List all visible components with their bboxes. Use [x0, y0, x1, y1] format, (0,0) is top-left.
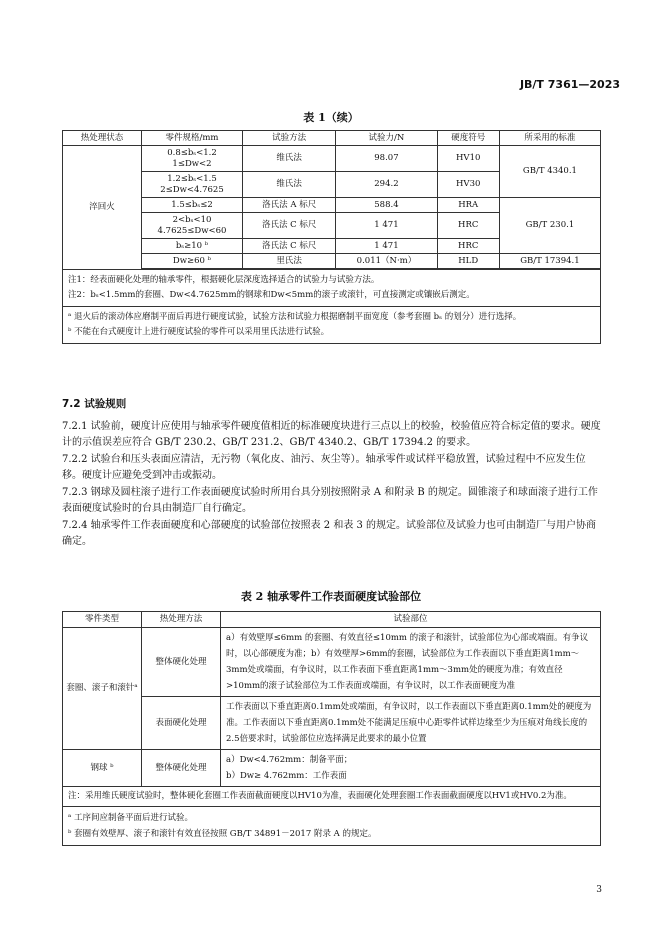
t2-method: 表面硬化处理 — [142, 697, 221, 750]
table1-caption: 表 1（续） — [303, 111, 359, 124]
t1-symbol: HV10 — [437, 146, 499, 172]
t1-spec: bₛ≥10 ᵇ — [142, 239, 243, 254]
t2-footnotes — [63, 807, 601, 846]
t1-symbol: HRA — [437, 198, 499, 213]
t1-state: 淬回火 — [63, 146, 142, 270]
t1-footnotes — [63, 307, 601, 344]
t1-symbol: HRC — [437, 213, 499, 239]
t1-symbol: HRC — [437, 239, 499, 254]
t2-location: a）有效壁厚≤6mm 的套圈、有效直径≤10mm 的滚子和滚针，试验部位为心部或端面。有争议时，以心部硬度为准；b）有效壁厚>6mm的套圈，试验部位为工作表面以下垂直距离1mm～3mm处或端面，有争议时，以工作表面下垂直距离1mm～3mm处的硬度为准；有效直径>10mm的滚子试验部位为工作表面或端面，有争议时，以工作表面硬度为准 — [221, 628, 601, 697]
t1-method: 洛氏法 C 标尺 — [243, 239, 336, 254]
t1-spec: 2<bₛ<10 4.7625≤Dw<60 — [142, 213, 243, 239]
table1 — [62, 130, 601, 344]
table2-caption: 表 2 轴承零件工作表面硬度试验部位 — [240, 590, 422, 603]
t1-spec: 1.2≤bₛ<1.5 2≤Dw<4.7625 — [142, 172, 243, 198]
t2-note: 注：采用维氏硬度试验时，整体硬化套圈工作表面截面硬度以HV10为准，表面硬化处理套圈工作表面截面硬度以HV1或HV0.2为准。 — [63, 787, 601, 807]
page-number: 3 — [596, 885, 602, 895]
t1-header-symbol: 硬度符号 — [437, 131, 499, 146]
t1-spec: 1.5≤bₛ≤2 — [142, 198, 243, 213]
t1-method: 维氏法 — [243, 146, 336, 172]
t1-force: 588.4 — [336, 198, 437, 213]
t1-spec: 0.8≤bₛ<1.2 1≤Dw<2 — [142, 146, 243, 172]
t1-header-spec: 零件规格/mm — [142, 131, 243, 146]
section-7-2 — [62, 396, 601, 551]
t1-force: 98.07 — [336, 146, 437, 172]
t2-footnote-b: ᵇ 套圈有效壁厚、滚子和滚针有效直径按照 GB/T 34891－2017 附录 A 的规定。 — [68, 829, 377, 839]
t1-note-1: 注1：经表面硬化处理的轴承零件，根据硬化层深度选择适合的试验力与试验方法。 — [68, 275, 380, 285]
t1-footnote-a: ᵃ 退火后的滚动体应磨制平面后再进行硬度试验，试验方法和试验力根据磨制平面宽度（参考套圈 bₛ 的划分）进行选择。 — [68, 312, 522, 322]
paragraph-7-2-4: 7.2.4 轴承零件工作表面硬度和心部硬度的试验部位按照表 2 和表 3 的规定。试验部位及试验力也可由制造厂与用户协商确定。 — [62, 519, 597, 547]
section-title: 7.2 试验规则 — [62, 398, 127, 410]
t1-symbol: HLD — [437, 254, 499, 269]
t2-header-method: 热处理方法 — [142, 612, 221, 628]
table2 — [62, 611, 601, 846]
t1-spec: Dw≥60 ᵇ — [142, 254, 243, 269]
t2-part-rings: 套圈、滚子和滚针ᵃ — [63, 628, 142, 750]
t1-method: 洛氏法 A 标尺 — [243, 198, 336, 213]
t2-header-location: 试验部位 — [221, 612, 601, 628]
t1-header-method: 试验方法 — [243, 131, 336, 146]
t1-force: 1 471 — [336, 239, 437, 254]
t1-standard: GB/T 230.1 — [499, 198, 600, 254]
t1-symbol: HV30 — [437, 172, 499, 198]
t1-note-2: 注2：bₛ<1.5mm的套圈、Dw<4.7625mm的钢球和Dw<5mm的滚子或滚针，可直接测定或镶嵌后测定。 — [68, 290, 475, 300]
document-id: JB/T 7361—2023 — [519, 78, 620, 91]
t1-footnote-b: ᵇ 不能在台式硬度计上进行硬度试验的零件可以采用里氏法进行试验。 — [68, 327, 330, 337]
t2-location: a）Dw<4.762mm：制备平面； b）Dw≥ 4.762mm：工作表面 — [221, 750, 601, 787]
t2-part-balls: 钢球 ᵇ — [63, 750, 142, 787]
t1-header-standard: 所采用的标准 — [499, 131, 600, 146]
t1-standard: GB/T 17394.1 — [499, 254, 600, 269]
t2-footnote-a: ᵃ 工序间应制备平面后进行试验。 — [68, 813, 193, 823]
paragraph-7-2-1: 7.2.1 试验前，硬度计应使用与轴承零件硬度值相近的标准硬度块进行三点以上的校验，校验值应符合标定值的要求。硬度计的示值误差应符合 GB/T 230.2、GB/T 231.2、GB/T 4340.2、GB/T 17394.2 的要求。 — [62, 420, 601, 448]
t1-standard: GB/T 4340.1 — [499, 146, 600, 198]
t1-method: 维氏法 — [243, 172, 336, 198]
t1-force: 294.2 — [336, 172, 437, 198]
t1-force: 0.011（N·m） — [336, 254, 437, 269]
t2-method: 整体硬化处理 — [142, 628, 221, 697]
t1-force: 1 471 — [336, 213, 437, 239]
t2-method: 整体硬化处理 — [142, 750, 221, 787]
t1-header-force: 试验力/N — [336, 131, 437, 146]
t2-header-part: 零件类型 — [63, 612, 142, 628]
t1-header-state: 热处理状态 — [63, 131, 142, 146]
t1-method: 洛氏法 C 标尺 — [243, 213, 336, 239]
t1-method: 里氏法 — [243, 254, 336, 269]
paragraph-7-2-2: 7.2.2 试验台和压头表面应清洁，无污物（氧化皮、油污、灰尘等）。轴承零件或试样平稳放置，试验过程中不应发生位移。硬度计应避免受到冲击或振动。 — [62, 453, 586, 481]
t1-notes — [63, 270, 601, 307]
t2-location: 工作表面以下垂直距离0.1mm处或端面，有争议时，以工作表面以下垂直距离0.1mm处的硬度为准。工作表面以下垂直距离0.1mm处不能满足压痕中心距零件试样边缘至少为压痕对角线长度的2.5倍要求时，试验部位应选择满足此要求的最小位置 — [221, 697, 601, 750]
paragraph-7-2-3: 7.2.3 钢球及圆柱滚子进行工作表面硬度试验时所用台具分别按照附录 A 和附录 B 的规定。圆锥滚子和球面滚子进行工作表面硬度试验时的台具由制造厂自行确定。 — [62, 486, 598, 514]
